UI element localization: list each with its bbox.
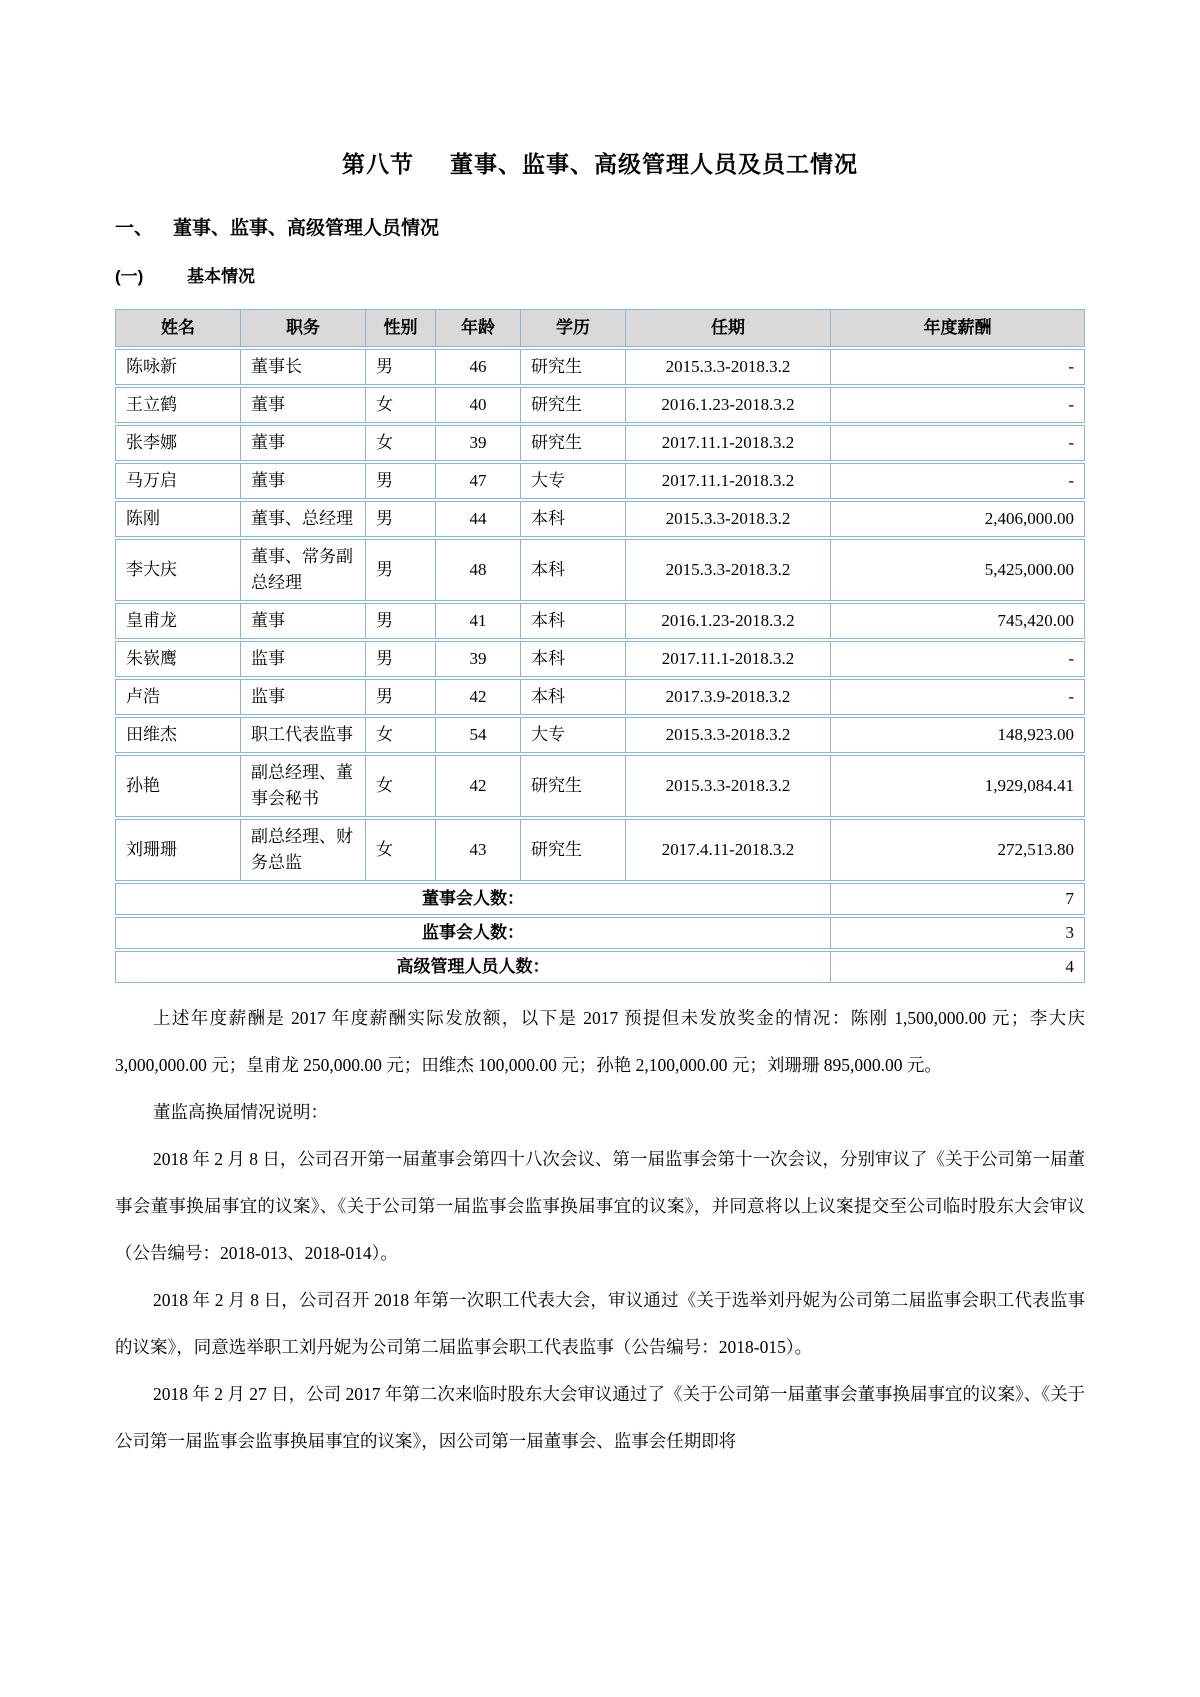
table-row — [115, 717, 1085, 753]
page-title-text: 董事、监事、高级管理人员及员工情况 — [450, 151, 858, 177]
cell-name: 陈刚 — [115, 501, 240, 537]
cell-age: 47 — [435, 463, 520, 499]
cell-name: 李大庆 — [115, 539, 240, 601]
management-table — [115, 307, 1085, 985]
cell-position: 监事 — [240, 641, 365, 677]
cell-gender: 女 — [365, 387, 435, 423]
summary-label-senior-managers: 高级管理人员人数： — [115, 951, 830, 983]
cell-gender: 女 — [365, 819, 435, 881]
cell-age: 42 — [435, 755, 520, 817]
table-row — [115, 349, 1085, 385]
col-header-term: 任期 — [625, 309, 830, 347]
cell-age: 41 — [435, 603, 520, 639]
cell-position: 职工代表监事 — [240, 717, 365, 753]
cell-position: 副总经理、财务总监 — [240, 819, 365, 881]
cell-education: 大专 — [520, 463, 625, 499]
table-row — [115, 387, 1085, 423]
summary-row-directors — [115, 883, 1085, 915]
cell-position: 董事 — [240, 463, 365, 499]
section-heading-1-1-number: (一) — [115, 267, 144, 286]
section-heading-1-text: 董事、监事、高级管理人员情况 — [173, 218, 440, 239]
page-content — [0, 146, 1200, 1465]
cell-name: 王立鹤 — [115, 387, 240, 423]
cell-name: 孙艳 — [115, 755, 240, 817]
cell-salary: 2,406,000.00 — [830, 501, 1085, 537]
cell-term: 2016.1.23-2018.3.2 — [625, 387, 830, 423]
cell-age: 48 — [435, 539, 520, 601]
cell-gender: 男 — [365, 349, 435, 385]
cell-salary: - — [830, 463, 1085, 499]
cell-salary: 745,420.00 — [830, 603, 1085, 639]
summary-label-supervisors: 监事会人数： — [115, 917, 830, 949]
cell-gender: 男 — [365, 463, 435, 499]
cell-education: 研究生 — [520, 819, 625, 881]
paragraph-reelection-title: 董监高换届情况说明： — [153, 1102, 328, 1122]
cell-position: 监事 — [240, 679, 365, 715]
page-title-chapter: 第八节 — [342, 151, 414, 177]
cell-education: 本科 — [520, 679, 625, 715]
col-header-salary: 年度薪酬 — [830, 309, 1085, 347]
cell-term: 2017.11.1-2018.3.2 — [625, 641, 830, 677]
col-header-education: 学历 — [520, 309, 625, 347]
cell-gender: 男 — [365, 603, 435, 639]
summary-value-senior-managers: 4 — [830, 951, 1085, 983]
cell-position: 董事长 — [240, 349, 365, 385]
cell-name: 张李娜 — [115, 425, 240, 461]
cell-age: 46 — [435, 349, 520, 385]
cell-term: 2015.3.3-2018.3.2 — [625, 539, 830, 601]
col-header-age: 年龄 — [435, 309, 520, 347]
cell-term: 2017.4.11-2018.3.2 — [625, 819, 830, 881]
cell-gender: 男 — [365, 679, 435, 715]
table-summary — [115, 883, 1085, 983]
cell-salary: 1,929,084.41 — [830, 755, 1085, 817]
table-row — [115, 603, 1085, 639]
cell-gender: 女 — [365, 425, 435, 461]
cell-position: 董事 — [240, 425, 365, 461]
cell-salary: 272,513.80 — [830, 819, 1085, 881]
summary-label-directors: 董事会人数： — [115, 883, 830, 915]
cell-name: 朱嵚鹰 — [115, 641, 240, 677]
cell-education: 本科 — [520, 539, 625, 601]
section-heading-1-number: 一、 — [115, 218, 154, 239]
table-row — [115, 463, 1085, 499]
section-heading-1-1 — [115, 262, 1085, 287]
section-heading-1 — [115, 213, 1085, 240]
summary-row-senior-managers — [115, 951, 1085, 983]
cell-gender: 女 — [365, 717, 435, 753]
cell-education: 本科 — [520, 501, 625, 537]
page-title — [115, 146, 1085, 179]
table-header — [115, 309, 1085, 347]
cell-term: 2015.3.3-2018.3.2 — [625, 349, 830, 385]
cell-education: 大专 — [520, 717, 625, 753]
cell-salary: - — [830, 641, 1085, 677]
cell-gender: 男 — [365, 641, 435, 677]
summary-value-directors: 7 — [830, 883, 1085, 915]
section-heading-1-1-text: 基本情况 — [187, 267, 255, 286]
cell-education: 本科 — [520, 603, 625, 639]
cell-salary: - — [830, 425, 1085, 461]
cell-education: 研究生 — [520, 755, 625, 817]
table-body — [115, 349, 1085, 881]
cell-age: 54 — [435, 717, 520, 753]
cell-gender: 男 — [365, 539, 435, 601]
table-row — [115, 641, 1085, 677]
cell-salary: - — [830, 349, 1085, 385]
col-header-position: 职务 — [240, 309, 365, 347]
cell-term: 2017.11.1-2018.3.2 — [625, 425, 830, 461]
cell-position: 董事、常务副总经理 — [240, 539, 365, 601]
cell-name: 皇甫龙 — [115, 603, 240, 639]
cell-salary: 5,425,000.00 — [830, 539, 1085, 601]
cell-name: 刘珊珊 — [115, 819, 240, 881]
cell-term: 2017.3.9-2018.3.2 — [625, 679, 830, 715]
cell-term: 2017.11.1-2018.3.2 — [625, 463, 830, 499]
table-header-row — [115, 309, 1085, 347]
paragraph-staff-congress: 2018 年 2 月 8 日，公司召开 2018 年第一次职工代表大会，审议通过《关于选举刘丹妮为公司第二届监事会职工代表监事的议案》，同意选举职工刘丹妮为公司第二届监事会职工代表监事（公告编号：2018-015）。 — [115, 1290, 1085, 1357]
cell-name: 卢浩 — [115, 679, 240, 715]
cell-name: 陈咏新 — [115, 349, 240, 385]
cell-education: 研究生 — [520, 349, 625, 385]
col-header-name: 姓名 — [115, 309, 240, 347]
cell-salary: - — [830, 679, 1085, 715]
cell-salary: 148,923.00 — [830, 717, 1085, 753]
cell-age: 39 — [435, 641, 520, 677]
cell-term: 2015.3.3-2018.3.2 — [625, 755, 830, 817]
paragraph-shareholder-meeting: 2018 年 2 月 27 日，公司 2017 年第二次来临时股东大会审议通过了《关于公司第一届董事会董事换届事宜的议案》、《关于公司第一届监事会监事换届事宜的议案》，因公司第一届董事会、监事会任期即将 — [115, 1384, 1085, 1451]
cell-position: 副总经理、董事会秘书 — [240, 755, 365, 817]
cell-age: 42 — [435, 679, 520, 715]
table-row — [115, 819, 1085, 881]
summary-row-supervisors — [115, 917, 1085, 949]
paragraph-salary-note: 上述年度薪酬是 2017 年度薪酬实际发放额，以下是 2017 预提但未发放奖金的情况：陈刚 1,500,000.00 元；李大庆 3,000,000.00 元；皇甫龙 250,000.00 元；田维杰 100,000.00 元；孙艳 2,100,000.00 元；刘珊珊 895,000.00 元。 — [115, 1008, 1085, 1075]
table-row — [115, 425, 1085, 461]
paragraph-board-meeting: 2018 年 2 月 8 日，公司召开第一届董事会第四十八次会议、第一届监事会第十一次会议，分别审议了《关于公司第一届董事会董事换届事宜的议案》、《关于公司第一届监事会监事换届事宜的议案》，并同意将以上议案提交至公司临时股东大会审议（公告编号：2018-013、2018-014）。 — [115, 1149, 1085, 1263]
cell-salary: - — [830, 387, 1085, 423]
body-paragraphs — [115, 995, 1085, 1465]
cell-education: 研究生 — [520, 387, 625, 423]
cell-name: 马万启 — [115, 463, 240, 499]
cell-education: 本科 — [520, 641, 625, 677]
summary-value-supervisors: 3 — [830, 917, 1085, 949]
table-row — [115, 501, 1085, 537]
cell-term: 2016.1.23-2018.3.2 — [625, 603, 830, 639]
table-row — [115, 679, 1085, 715]
cell-age: 39 — [435, 425, 520, 461]
cell-term: 2015.3.3-2018.3.2 — [625, 501, 830, 537]
cell-gender: 女 — [365, 755, 435, 817]
cell-education: 研究生 — [520, 425, 625, 461]
table-row — [115, 755, 1085, 817]
cell-age: 44 — [435, 501, 520, 537]
col-header-gender: 性别 — [365, 309, 435, 347]
cell-position: 董事 — [240, 603, 365, 639]
cell-gender: 男 — [365, 501, 435, 537]
cell-age: 43 — [435, 819, 520, 881]
table-row — [115, 539, 1085, 601]
cell-age: 40 — [435, 387, 520, 423]
cell-term: 2015.3.3-2018.3.2 — [625, 717, 830, 753]
cell-position: 董事、总经理 — [240, 501, 365, 537]
cell-position: 董事 — [240, 387, 365, 423]
cell-name: 田维杰 — [115, 717, 240, 753]
